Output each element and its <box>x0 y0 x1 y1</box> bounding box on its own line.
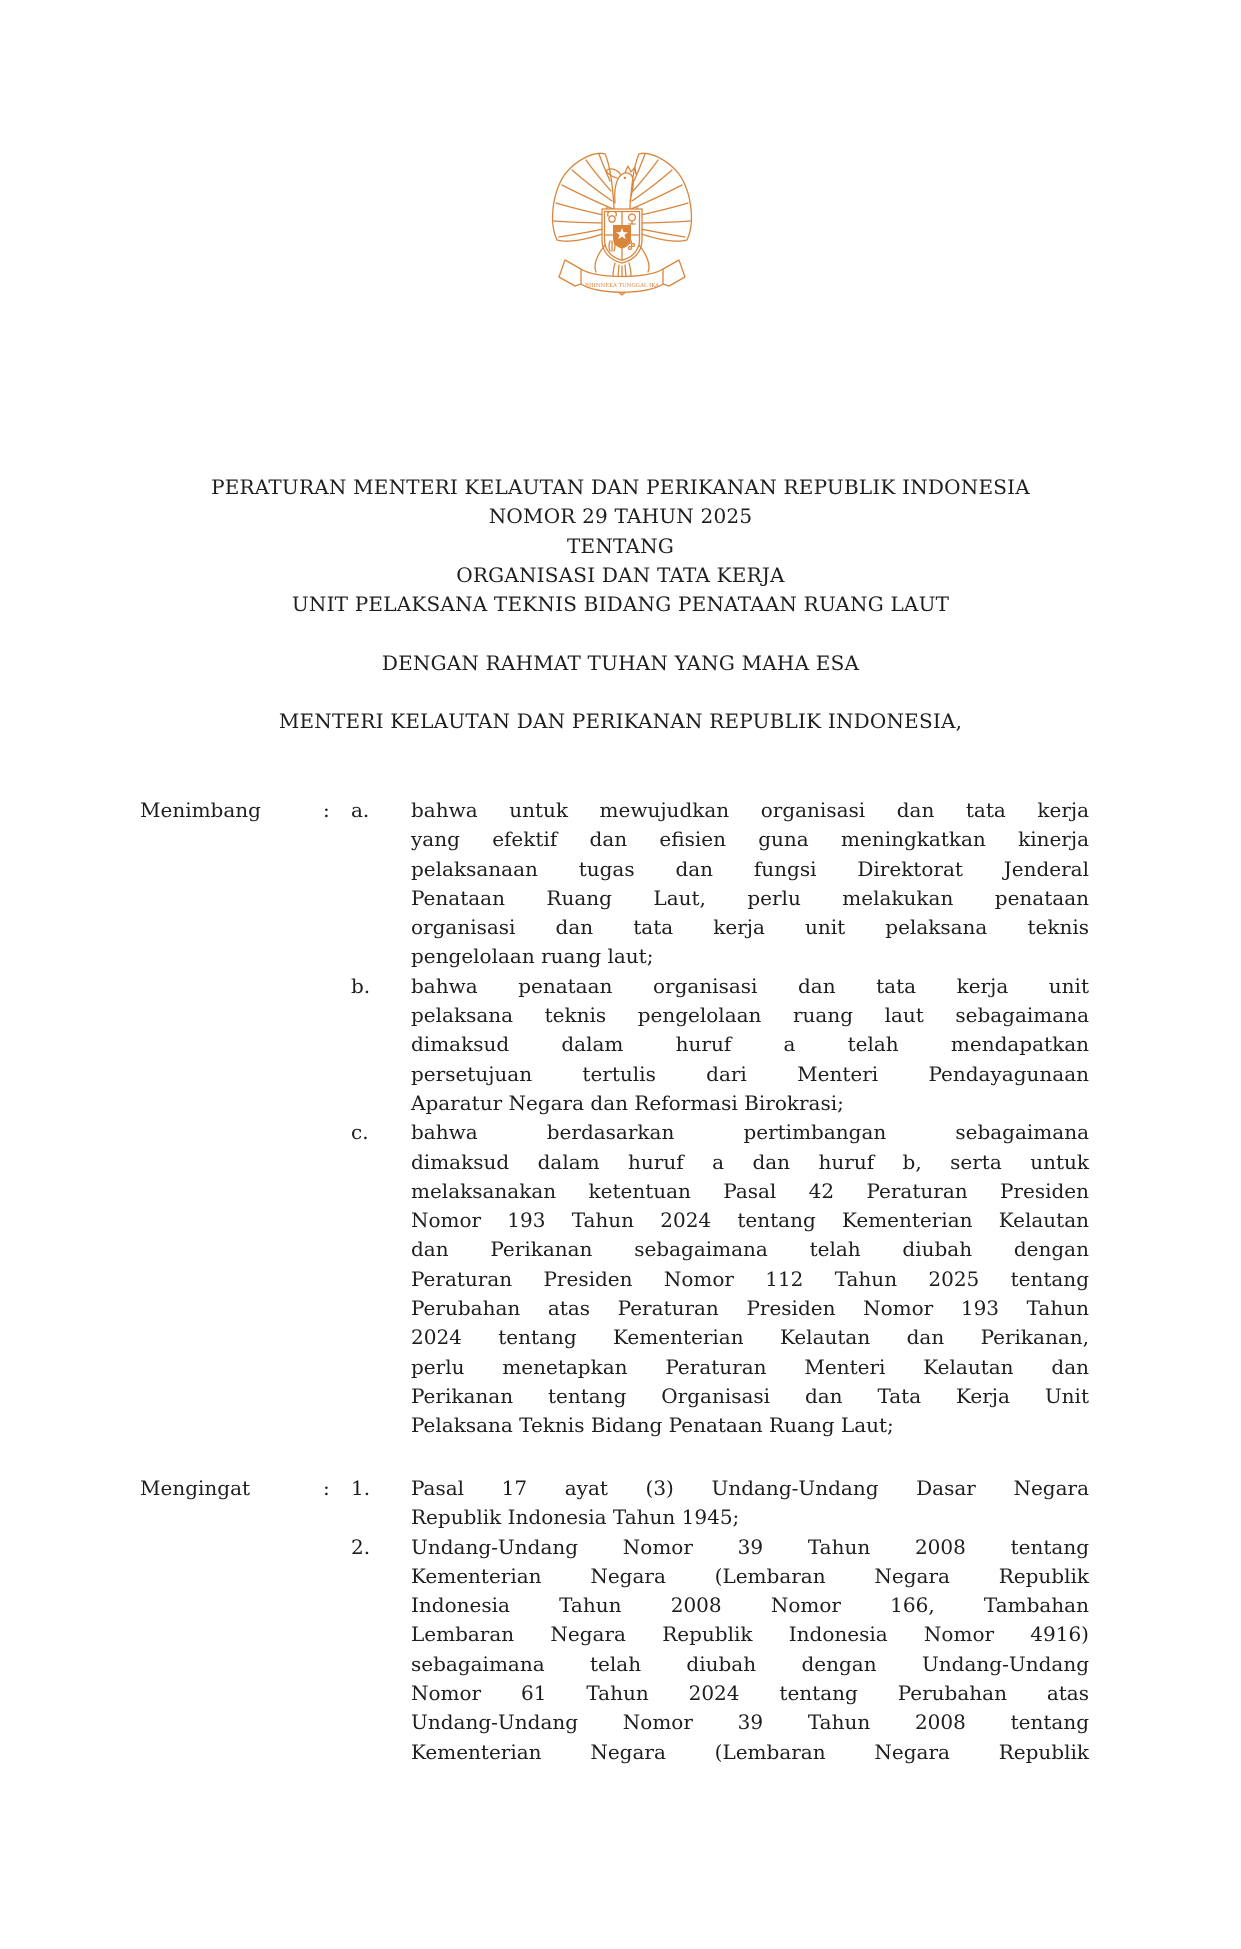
item-marker: 1. <box>351 1476 371 1500</box>
text-line: Undang-Undang Nomor 39 Tahun 2008 tentang <box>411 1534 1089 1559</box>
legal-basis-item-2 <box>351 1533 1089 1767</box>
enacting-authority-line: MENTERI KELAUTAN DAN PERIKANAN REPUBLIK INDONESIA, <box>278 709 963 733</box>
legal-basis-item-1 <box>351 1474 1089 1533</box>
text-line: Aparatur Negara dan Reformasi Birokrasi; <box>411 1090 844 1115</box>
text-line: Pasal 17 ayat (3) Undang-Undang Dasar Negara <box>411 1476 1089 1500</box>
text-line: Penataan Ruang Laut, perlu melakukan penataan <box>411 885 1089 910</box>
mengingat-section <box>140 1474 1089 1767</box>
emblem-motto-text: BHINNEKA TUNGGAL IKA <box>585 283 660 289</box>
text-line: Nomor 61 Tahun 2024 tentang Perubahan atas <box>411 1681 1089 1706</box>
menimbang-section <box>140 796 1089 1441</box>
text-line: Peraturan Presiden Nomor 112 Tahun 2025 tentang <box>411 1266 1089 1291</box>
menimbang-colon: : <box>323 798 330 822</box>
text-line: pengelolaan ruang laut; <box>411 944 654 969</box>
text-line: dimaksud dalam huruf a dan huruf b, serta untuk <box>411 1149 1089 1174</box>
text-line: Lembaran Negara Republik Indonesia Nomor 4916) <box>411 1622 1089 1647</box>
text-line: bahwa berdasarkan pertimbangan sebagaimana <box>411 1120 1089 1145</box>
consideration-item-a <box>351 796 1089 972</box>
text-line: bahwa penataan organisasi dan tata kerja unit <box>411 973 1089 998</box>
title-line-subject-2: UNIT PELAKSANA TEKNIS BIDANG PENATAAN RUANG LAUT <box>291 592 950 617</box>
text-line: 2024 tentang Kementerian Kelautan dan Perikanan, <box>411 1325 1089 1350</box>
text-line: perlu menetapkan Peraturan Menteri Kelautan dan <box>411 1354 1089 1379</box>
text-line: Republik Indonesia Tahun 1945; <box>411 1505 740 1530</box>
text-line: Kementerian Negara (Lembaran Negara Republik <box>411 1739 1089 1764</box>
invocation-line: DENGAN RAHMAT TUHAN YANG MAHA ESA <box>381 651 860 675</box>
item-marker: 2. <box>351 1534 371 1559</box>
text-line: Pelaksana Teknis Bidang Penataan Ruang Laut; <box>411 1413 894 1438</box>
text-line: persetujuan tertulis dari Menteri Pendayagunaan <box>411 1061 1089 1086</box>
text-line: dimaksud dalam huruf a telah mendapatkan <box>411 1032 1089 1057</box>
garuda-pancasila-icon <box>547 144 697 306</box>
mengingat-label: Mengingat <box>140 1476 251 1500</box>
text-line: Indonesia Tahun 2008 Nomor 166, Tambahan <box>411 1593 1089 1618</box>
text-line: melaksanakan ketentuan Pasal 42 Peraturan Presiden <box>411 1178 1089 1203</box>
text-line: pelaksanaan tugas dan fungsi Direktorat Jenderal <box>411 856 1089 881</box>
consideration-item-b <box>351 972 1089 1118</box>
item-marker: c. <box>351 1120 369 1145</box>
text-line: Nomor 193 Tahun 2024 tentang Kementerian Kelautan <box>411 1208 1089 1233</box>
text-line: Kementerian Negara (Lembaran Negara Republik <box>411 1563 1089 1588</box>
menimbang-label: Menimbang <box>140 798 261 822</box>
text-line: pelaksana teknis pengelolaan ruang laut sebagaimana <box>411 1003 1089 1028</box>
title-line-number: NOMOR 29 TAHUN 2025 <box>488 504 753 529</box>
title-line-authority: PERATURAN MENTERI KELAUTAN DAN PERIKANAN REPUBLIK INDONESIA <box>211 475 1030 499</box>
text-line: bahwa untuk mewujudkan organisasi dan tata kerja <box>411 798 1089 822</box>
text-line: dan Perikanan sebagaimana telah diubah dengan <box>411 1237 1089 1262</box>
text-line: yang efektif dan efisien guna meningkatkan kinerja <box>411 827 1089 852</box>
consideration-item-c <box>351 1118 1089 1440</box>
regulation-title-block <box>0 473 1241 619</box>
text-line: Perubahan atas Peraturan Presiden Nomor 193 Tahun <box>411 1296 1089 1321</box>
text-line: organisasi dan tata kerja unit pelaksana teknis <box>411 915 1089 940</box>
text-line: sebagaimana telah diubah dengan Undang-Undang <box>411 1651 1089 1676</box>
mengingat-colon: : <box>323 1476 330 1500</box>
text-line: Perikanan tentang Organisasi dan Tata Kerja Unit <box>411 1383 1089 1408</box>
title-line-tentang: TENTANG <box>566 533 674 558</box>
text-line: Undang-Undang Nomor 39 Tahun 2008 tentang <box>411 1710 1089 1735</box>
title-line-subject-1: ORGANISASI DAN TATA KERJA <box>456 562 785 587</box>
item-marker: b. <box>351 973 371 998</box>
item-marker: a. <box>351 798 370 822</box>
